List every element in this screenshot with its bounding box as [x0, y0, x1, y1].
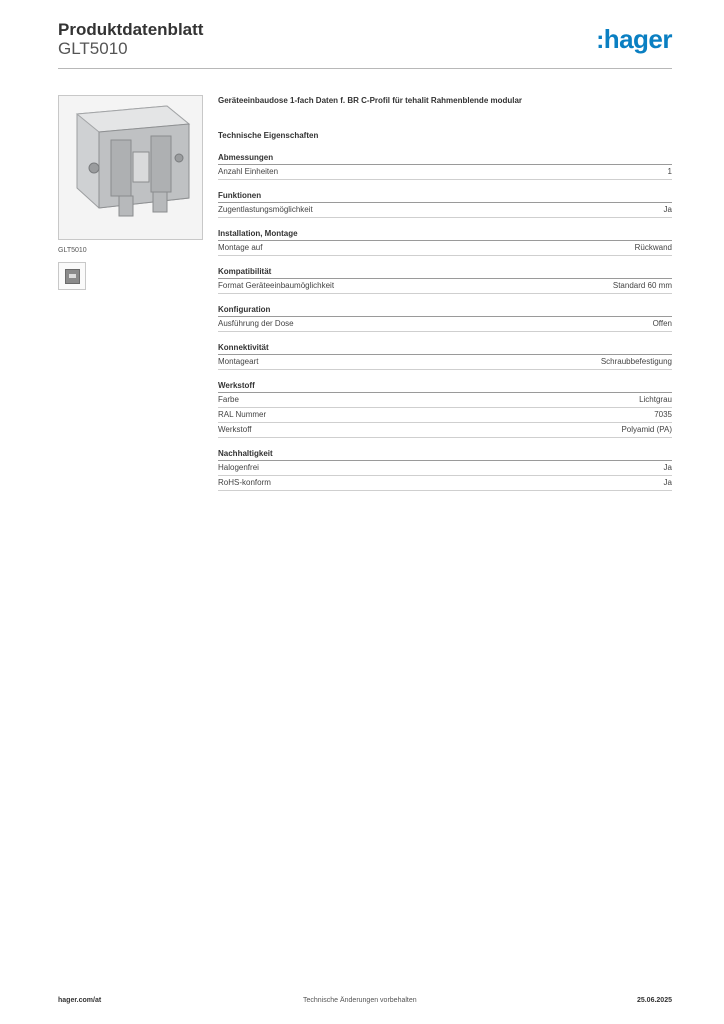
product-description: Geräteeinbaudose 1-fach Daten f. BR C-Profil für tehalit Rahmenblende modular	[218, 96, 523, 105]
spec-value: Standard 60 mm	[612, 281, 672, 290]
footer-notice: Technische Änderungen vorbehalten	[303, 997, 417, 1004]
spec-section-heading: Abmessungen	[218, 153, 672, 165]
spec-label: Ausführung der Dose	[218, 319, 294, 328]
product-image-column	[58, 95, 203, 290]
spec-row	[218, 355, 672, 370]
footer-website-link[interactable]: hager.com/at	[58, 997, 102, 1004]
spec-section	[218, 305, 672, 332]
product-illustration	[59, 96, 202, 239]
spec-section	[218, 229, 672, 256]
spec-label: RAL Nummer	[218, 410, 267, 419]
spec-section	[218, 267, 672, 294]
spec-value: Ja	[663, 463, 672, 472]
page-footer	[58, 997, 672, 1009]
spec-value: 1	[667, 167, 672, 176]
spec-label: Zugentlastungsmöglichkeit	[218, 205, 313, 214]
spec-value: Rückwand	[634, 243, 672, 252]
spec-section-heading: Kompatibilität	[218, 267, 672, 279]
spec-row	[218, 317, 672, 332]
spec-row	[218, 203, 672, 218]
spec-column	[218, 96, 672, 502]
spec-row	[218, 408, 672, 423]
spec-section-heading: Konfiguration	[218, 305, 672, 317]
spec-label: RoHS-konform	[218, 478, 271, 487]
spec-value: 7035	[654, 410, 672, 419]
spec-section-heading: Konnektivität	[218, 343, 672, 355]
spec-section	[218, 191, 672, 218]
footer-date: 25.06.2025	[636, 997, 672, 1004]
technical-properties-title: Technische Eigenschaften	[218, 131, 319, 140]
page-header	[58, 20, 672, 68]
spec-row	[218, 165, 672, 180]
spec-section-heading: Nachhaltigkeit	[218, 449, 672, 461]
spec-section	[218, 449, 672, 491]
spec-label: Halogenfrei	[218, 463, 259, 472]
hager-logo: :hager	[596, 24, 672, 54]
spec-section	[218, 381, 672, 438]
logo-text: hager	[603, 24, 672, 54]
spec-section-heading: Werkstoff	[218, 381, 672, 393]
article-number: GLT5010	[58, 39, 128, 58]
spec-value: Lichtgrau	[639, 395, 672, 404]
spec-sections	[218, 153, 672, 491]
photo-caption: GLT5010	[58, 247, 87, 254]
thumbnail-glyph	[65, 269, 80, 284]
spec-section	[218, 153, 672, 180]
spec-label: Montageart	[218, 357, 259, 366]
spec-section-heading: Funktionen	[218, 191, 672, 203]
spec-row	[218, 393, 672, 408]
spec-label: Anzahl Einheiten	[218, 167, 279, 176]
spec-value: Polyamid (PA)	[621, 425, 672, 434]
header-divider	[58, 68, 672, 69]
spec-label: Montage auf	[218, 243, 263, 252]
spec-section	[218, 343, 672, 370]
drawing-thumbnail-icon[interactable]	[58, 262, 86, 290]
spec-row	[218, 423, 672, 438]
spec-row	[218, 279, 672, 294]
spec-label: Format Geräteeinbaumöglichkeit	[218, 281, 335, 290]
spec-value: Offen	[652, 319, 672, 328]
spec-value: Schraubbefestigung	[600, 357, 672, 366]
spec-value: Ja	[663, 205, 672, 214]
spec-row	[218, 476, 672, 491]
spec-section-heading: Installation, Montage	[218, 229, 672, 241]
spec-value: Ja	[663, 478, 672, 487]
spec-label: Werkstoff	[218, 425, 252, 434]
spec-row	[218, 461, 672, 476]
product-photo	[58, 95, 203, 240]
document-title: Produktdatenblatt	[58, 20, 204, 39]
spec-row	[218, 241, 672, 256]
spec-label: Farbe	[218, 395, 239, 404]
